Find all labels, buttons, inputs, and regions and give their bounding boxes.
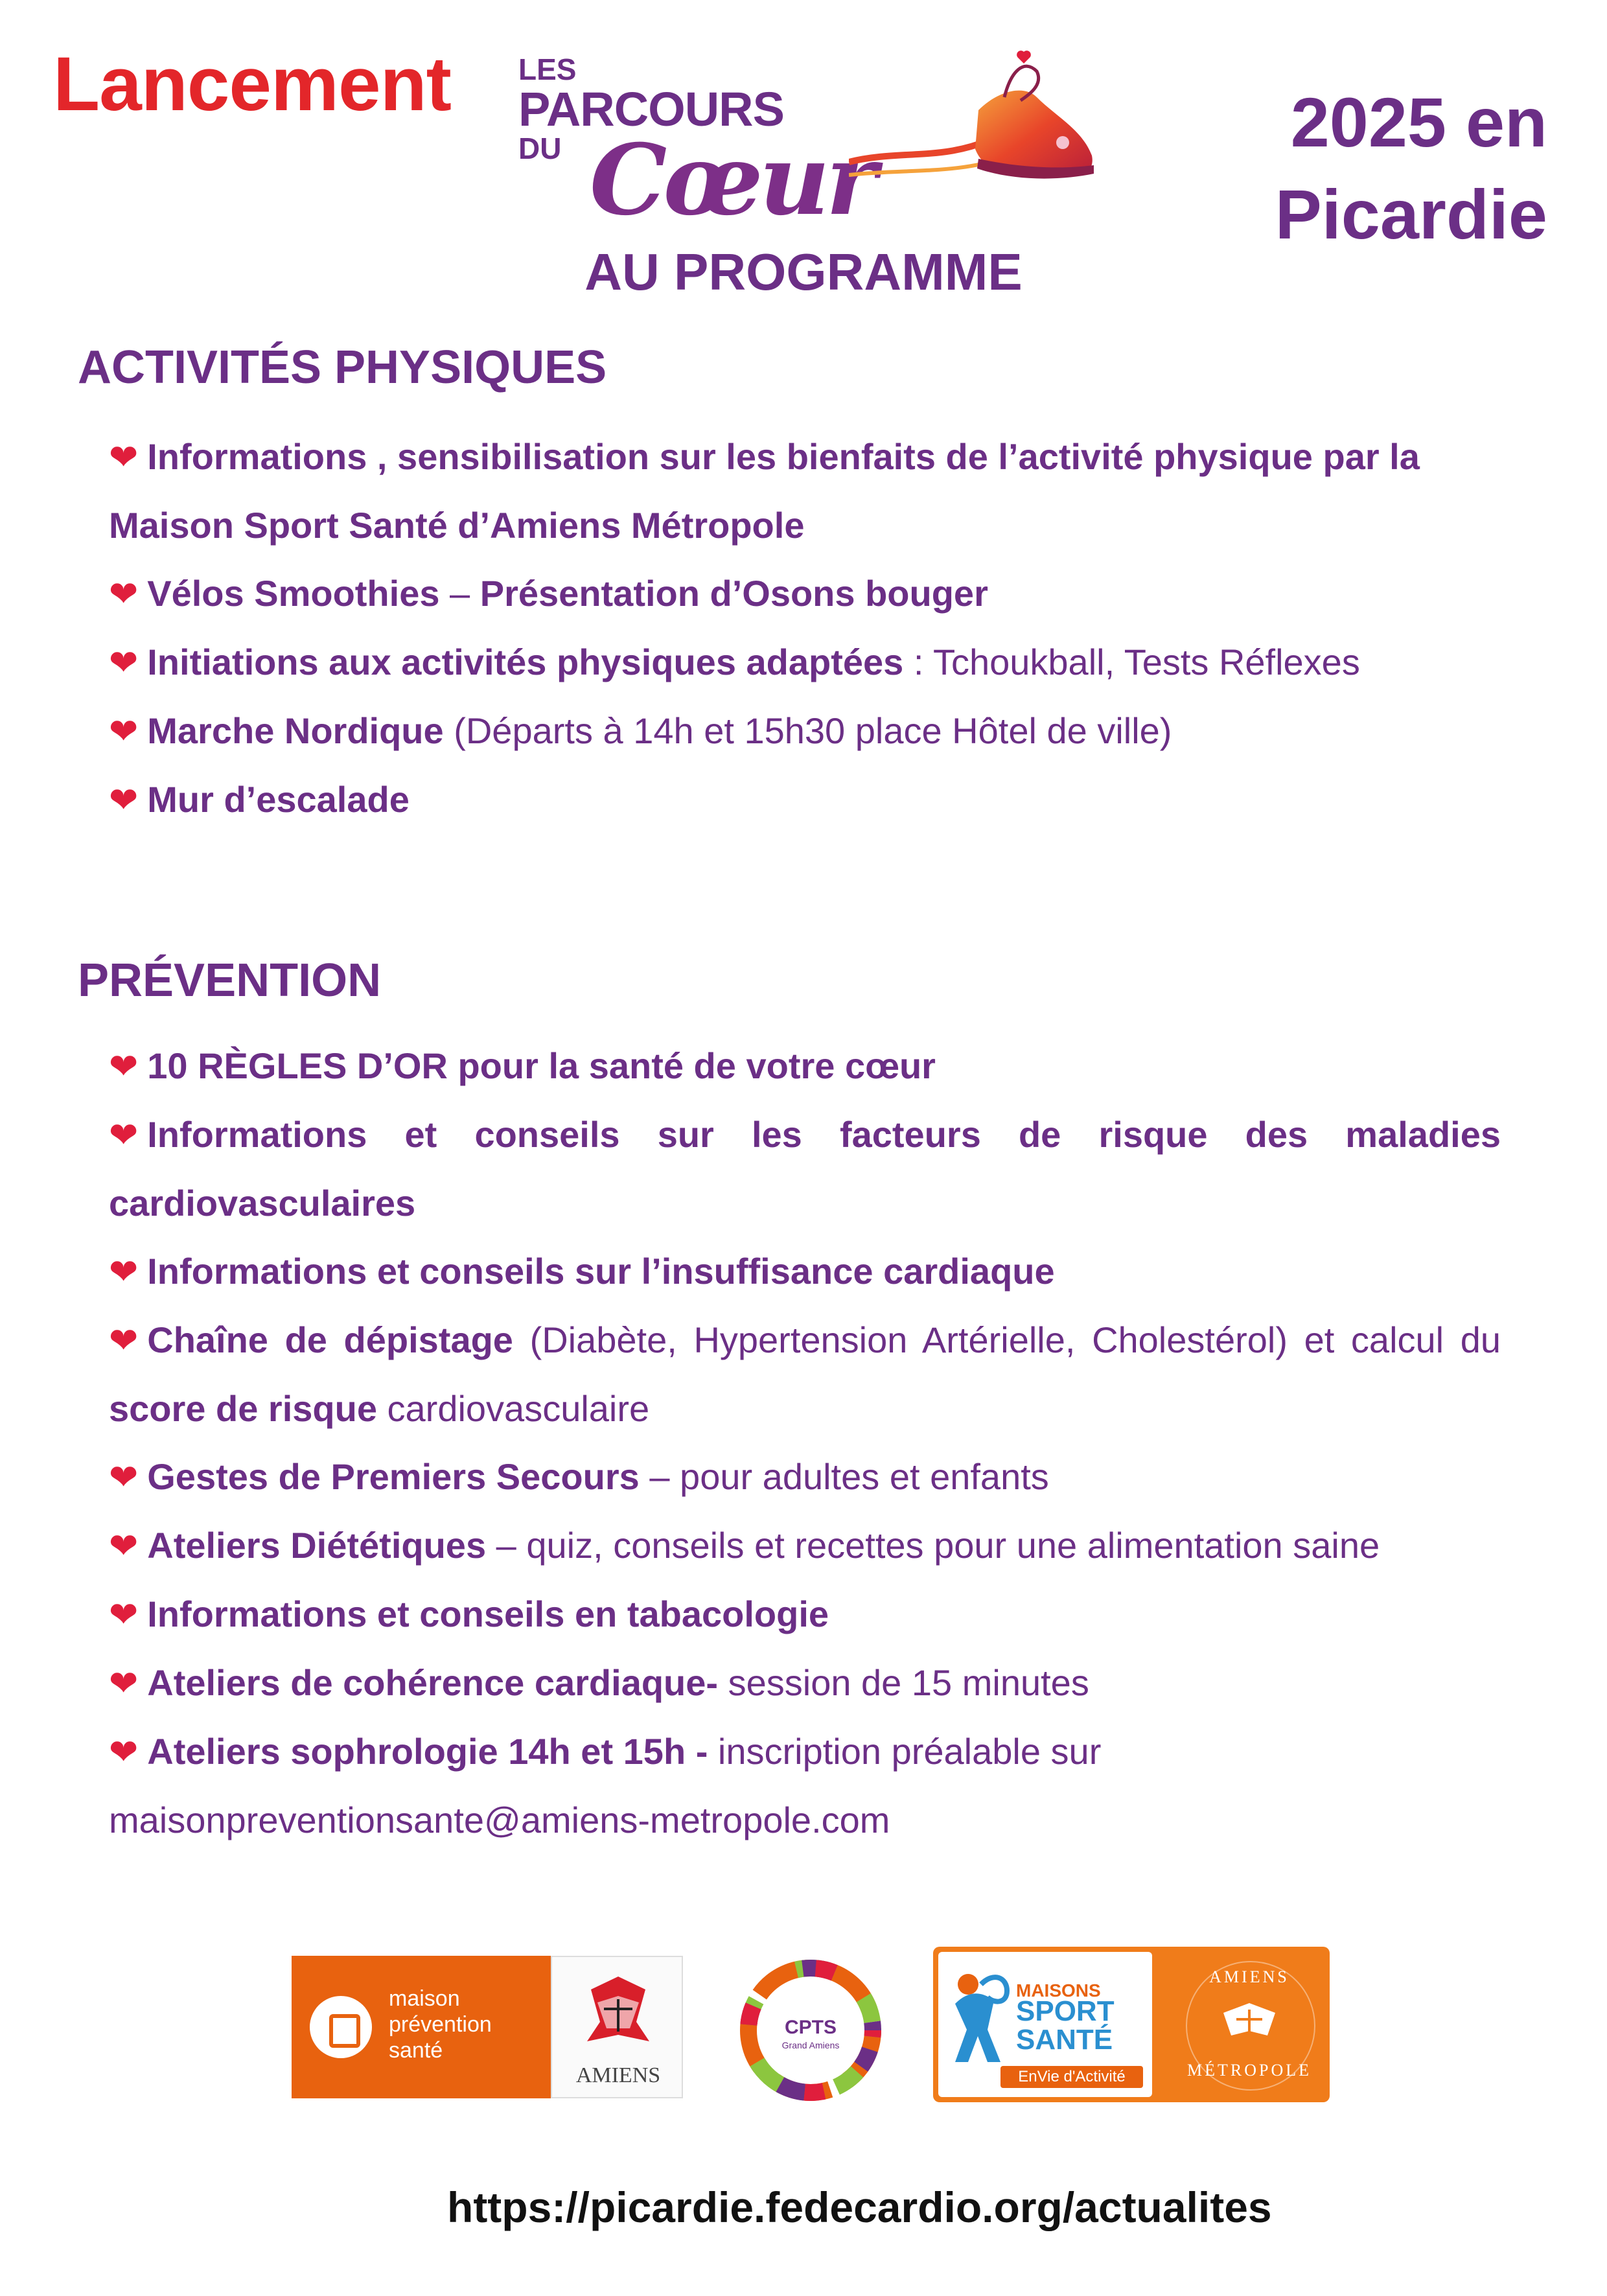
- heart-icon: ❤: [109, 1594, 139, 1635]
- heart-icon: ❤: [109, 711, 139, 752]
- list-item: [109, 1100, 1501, 1237]
- cpts-name: CPTS: [784, 2017, 837, 2038]
- list-item: [109, 1580, 1501, 1649]
- logo-du-text: DU: [518, 132, 562, 165]
- metropole-emblem-icon: [1210, 2000, 1288, 2052]
- item-text: (Diabète, Hypertension Artérielle, Cholestérol) et calcul du: [513, 1319, 1501, 1360]
- program-title: AU PROGRAMME: [584, 243, 1023, 301]
- mss-city-bottom: MÉTROPOLE: [1187, 2061, 1312, 2080]
- mps-line2: prévention: [389, 2012, 492, 2037]
- list-item: [109, 765, 1501, 834]
- heart-icon: ❤: [109, 1732, 139, 1772]
- heart-icon: ❤: [109, 1320, 139, 1361]
- parcours-du-coeur-logo: [512, 32, 1108, 237]
- logo-parcours-text: PARCOURS: [518, 82, 784, 136]
- list-item: [109, 559, 1501, 628]
- list-item: [109, 1717, 1501, 1854]
- item-bold-text: Initiations aux activités physiques adaptées: [147, 642, 904, 682]
- running-shoe-icon: [849, 32, 1108, 214]
- list-item: [109, 628, 1501, 697]
- item-bold-text: Gestes de Premiers Secours: [147, 1456, 640, 1497]
- year-region-title: [1275, 76, 1547, 261]
- item-bold-text: Vélos Smoothies: [147, 573, 440, 614]
- mps-line3: santé: [389, 2038, 443, 2063]
- item-bold-text: Marche Nordique: [147, 710, 444, 751]
- heart-icon: ❤: [109, 1663, 139, 1704]
- year-line: 2025 en: [1290, 83, 1547, 161]
- heart-icon: ❤: [109, 642, 139, 683]
- cpts-logo: [730, 1956, 892, 2105]
- mps-line1: maison: [389, 1986, 460, 2011]
- item-text: (Départs à 14h et 15h30 place Hôtel de ville): [443, 710, 1172, 751]
- heart-icon: ❤: [109, 574, 139, 614]
- prevention-list: [109, 1032, 1501, 1854]
- region-line: Picardie: [1275, 175, 1547, 253]
- logo-coeur-text: Cœur: [590, 123, 873, 237]
- item-bold-text: Présentation d’Osons bouger: [480, 573, 988, 614]
- heart-icon: ❤: [109, 780, 139, 820]
- item-text: : Tchoukball, Tests Réflexes: [903, 642, 1360, 682]
- logo-les-text: LES: [518, 52, 577, 86]
- item-text: cardiovasculaire: [376, 1388, 650, 1429]
- maisons-sport-sante-logo: [933, 1947, 1330, 2102]
- heart-icon: ❤: [109, 1046, 139, 1087]
- cpts-sub: Grand Amiens: [781, 2040, 840, 2050]
- item-bold-text: Mur d’escalade: [147, 779, 410, 820]
- item-bold-text: Ateliers Diététiques: [147, 1525, 487, 1566]
- item-text: inscription préalable sur maisonpreventionsante@amiens-metropole.com: [109, 1731, 1102, 1840]
- heart-icon: ❤: [109, 1251, 139, 1292]
- item-text: – pour adultes et enfants: [639, 1456, 1049, 1497]
- list-item: [109, 1237, 1501, 1306]
- item-bold-text: Ateliers de cohérence cardiaque-: [147, 1662, 719, 1703]
- item-bold-text: Ateliers sophrologie 14h et 15h -: [147, 1731, 708, 1772]
- amiens-emblem-icon: [552, 1964, 684, 2067]
- item-bold-text: score de risque: [109, 1388, 377, 1429]
- mps-city: AMIENS: [575, 2063, 661, 2087]
- heart-icon: ❤: [109, 1115, 139, 1155]
- item-bold-text: Informations , sensibilisation sur les bienfaits de l’activité physique par la Maison Sport Santé d’Amiens Métropole: [109, 436, 1420, 546]
- list-item: [109, 1032, 1501, 1100]
- heart-icon: ❤: [109, 1457, 139, 1498]
- activites-list: [109, 423, 1501, 834]
- heart-icon: ❤: [109, 1525, 139, 1566]
- item-text: –: [439, 573, 480, 614]
- list-item: [109, 1306, 1501, 1443]
- list-item: [109, 1443, 1501, 1511]
- heart-icon: ❤: [109, 437, 139, 478]
- mss-line1: MAISONS: [1016, 1980, 1101, 2000]
- section-title-prevention: PRÉVENTION: [78, 955, 382, 1006]
- mss-city-top: AMIENS: [1209, 1967, 1289, 1986]
- item-bold-text: Informations et conseils sur les facteurs de risque des maladies cardiovasculaires: [109, 1114, 1501, 1223]
- mss-line2: SPORT: [1016, 1995, 1115, 2027]
- mss-line3: SANTÉ: [1016, 2024, 1113, 2056]
- athlete-icon: [942, 1965, 1020, 2081]
- list-item: [109, 1649, 1501, 1717]
- mss-tagline: EnVie d'Activité: [1000, 2066, 1143, 2088]
- list-item: [109, 697, 1501, 765]
- item-text: – quiz, conseils et recettes pour une alimentation saine: [486, 1525, 1380, 1566]
- list-item: [109, 423, 1501, 559]
- item-bold-text: 10 RÈGLES D’OR pour la santé de votre cœur: [147, 1045, 936, 1086]
- launch-title: Lancement: [53, 41, 451, 127]
- house-icon: [310, 1996, 372, 2058]
- item-bold-text: Informations et conseils sur l’insuffisance cardiaque: [147, 1251, 1055, 1292]
- maison-prevention-sante-logo: [292, 1956, 683, 2098]
- item-bold-text: Informations et conseils en tabacologie: [147, 1594, 829, 1634]
- item-bold-text: Chaîne de dépistage: [147, 1319, 513, 1360]
- section-title-activites: ACTIVITÉS PHYSIQUES: [78, 342, 607, 393]
- footer-url-link[interactable]: https://picardie.fedecardio.org/actualites: [447, 2183, 1272, 2231]
- item-text: session de 15 minutes: [718, 1662, 1089, 1703]
- list-item: [109, 1511, 1501, 1580]
